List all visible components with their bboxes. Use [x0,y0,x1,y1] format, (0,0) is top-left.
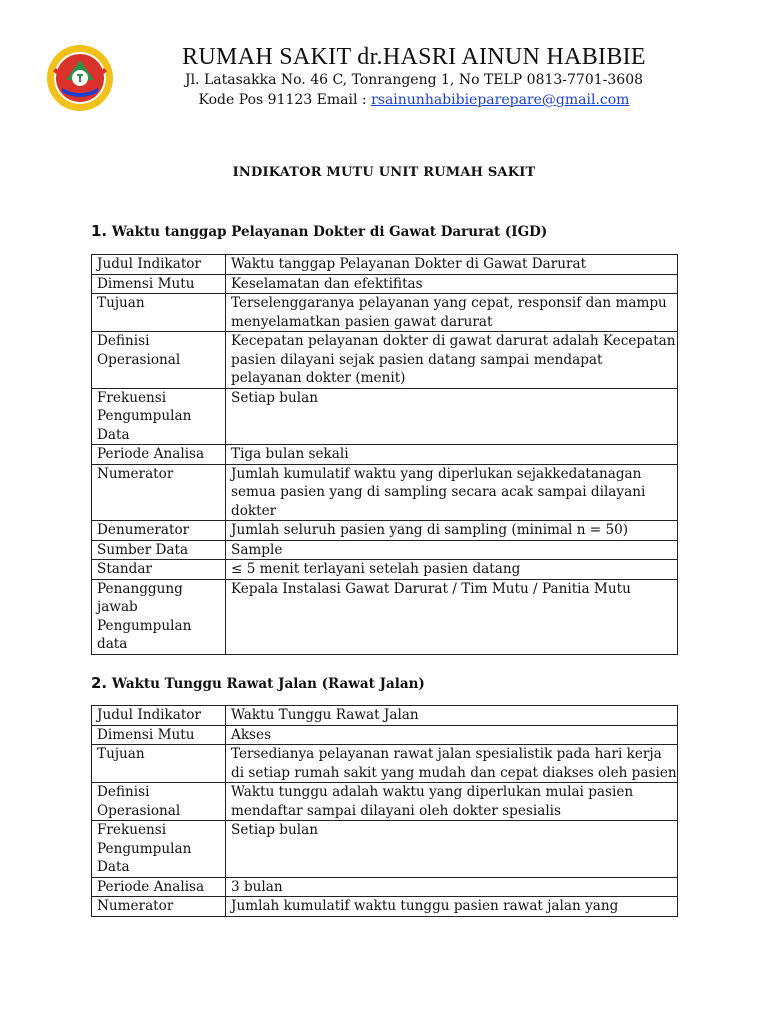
row-value: Sample [226,540,678,560]
row-value: Tersedianya pelayanan rawat jalan spesialistik pada hari kerja di setiap rumah sakit yang mudah dan cepat diakses oleh pasien [226,745,678,783]
row-value: Setiap bulan [226,388,678,445]
table-row [92,725,678,745]
table-row [92,255,678,275]
row-value: Terselenggaranya pelayanan yang cepat, responsif dan mampu menyelamatkan pasien gawat darurat [226,294,678,332]
table-row [92,540,678,560]
section-number: 1. [91,222,108,240]
table-row [92,579,678,654]
row-value: Jumlah kumulatif waktu tunggu pasien rawat jalan yang [226,897,678,917]
row-value: Setiap bulan [226,821,678,878]
row-key: Frekuensi Pengumpulan Data [92,388,226,445]
table-row [92,464,678,521]
section-2-heading [91,674,425,692]
row-value: Waktu tunggu adalah waktu yang diperlukan mulai pasien mendaftar sampai dilayani oleh dokter spesialis [226,783,678,821]
row-key: Tujuan [92,745,226,783]
row-key: Tujuan [92,294,226,332]
section-title: Waktu Tunggu Rawat Jalan (Rawat Jalan) [111,676,425,692]
hospital-contact [0,92,768,108]
table-row [92,745,678,783]
row-value: 3 bulan [226,877,678,897]
table-row [92,388,678,445]
row-key: Frekuensi Pengumpulan Data [92,821,226,878]
row-key: Periode Analisa [92,877,226,897]
email-link[interactable]: rsainunhabibieparepare@gmail.com [371,92,630,108]
row-key: Dimensi Mutu [92,274,226,294]
document-title: INDIKATOR MUTU UNIT RUMAH SAKIT [232,165,536,180]
row-value: Akses [226,725,678,745]
table-row [92,821,678,878]
postal-code-label: Kode Pos 91123 Email : [198,92,372,108]
row-value: Kecepatan pelayanan dokter di gawat darurat adalah Kecepatan pasien dilayani sejak pasien datang sampai mendapat pelayanan dokter (menit) [226,332,678,389]
row-key: Judul Indikator [92,706,226,726]
hospital-name: RUMAH SAKIT dr.HASRI AINUN HABIBIE [182,44,646,70]
hospital-address: Jl. Latasakka No. 46 C, Tonrangeng 1, No TELP 0813-7701-3608 [184,72,644,88]
table-row [92,332,678,389]
row-key: Numerator [92,464,226,521]
table-row [92,560,678,580]
table-row [92,445,678,465]
table-row [92,521,678,541]
table-row [92,897,678,917]
row-value: Tiga bulan sekali [226,445,678,465]
indicator-table-2 [91,705,678,917]
row-key: Dimensi Mutu [92,725,226,745]
indicator-table-1 [91,254,678,655]
row-value: Jumlah kumulatif waktu yang diperlukan sejakkedatanagan semua pasien yang di sampling secara acak sampai dilayani dokter [226,464,678,521]
row-value: Waktu tanggap Pelayanan Dokter di Gawat Darurat [226,255,678,275]
row-value: Jumlah seluruh pasien yang di sampling (minimal n = 50) [226,521,678,541]
row-key: Definisi Operasional [92,332,226,389]
row-key: Judul Indikator [92,255,226,275]
table-row [92,274,678,294]
section-number: 2. [91,674,108,692]
table-row [92,877,678,897]
row-value: Waktu Tunggu Rawat Jalan [226,706,678,726]
table-row [92,783,678,821]
row-key: Penanggung jawab Pengumpulan data [92,579,226,654]
table-row [92,294,678,332]
row-value: Kepala Instalasi Gawat Darurat / Tim Mutu / Panitia Mutu [226,579,678,654]
row-value: ≤ 5 menit terlayani setelah pasien datang [226,560,678,580]
table-row [92,706,678,726]
row-key: Definisi Operasional [92,783,226,821]
row-key: Standar [92,560,226,580]
row-key: Sumber Data [92,540,226,560]
row-value: Keselamatan dan efektifitas [226,274,678,294]
row-key: Numerator [92,897,226,917]
section-title: Waktu tanggap Pelayanan Dokter di Gawat Darurat (IGD) [111,224,548,240]
row-key: Denumerator [92,521,226,541]
section-1-heading [91,222,547,240]
row-key: Periode Analisa [92,445,226,465]
